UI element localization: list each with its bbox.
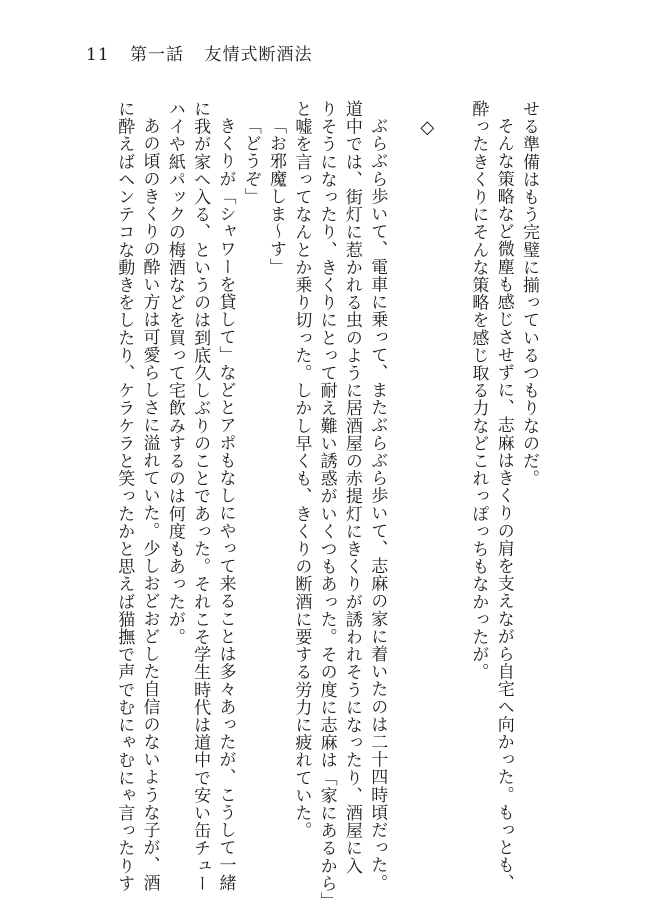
section-break-diamond: ◇ [416, 117, 438, 139]
blank-line [389, 100, 414, 820]
text-line: 道中では、街灯に惹かれる虫のように居酒屋の赤提灯にきくりが誘われそうになったり、酒屋に入 [341, 100, 362, 875]
page-header [86, 40, 312, 65]
dialogue-line: 「お邪魔しま〜す」 [266, 117, 287, 276]
page-number: 11 [86, 45, 110, 65]
text-line: きくりが「シャワーを貸して」などとアポもなしにやって来ることは多々あったが、こうして一緒 [215, 117, 236, 892]
text-line: りそうになったり、きくりにとって耐え難い誘惑がいくつもあった。その度に志麻は「家にあるから」 [316, 100, 337, 910]
text-line: そんな策略など微塵も感じさせずに、志麻はきくりの肩を支えながら自宅へ向かった。もっとも、 [493, 117, 514, 892]
vertical-text-body [111, 100, 541, 910]
text-line: あの頃のきくりの酔い方は可愛らしさに溢れていた。少しおどおどした自信のないような子が、酒 [139, 117, 160, 892]
chapter-title: 友情式断酒法 [204, 45, 313, 65]
text-line: に我が家へ入る、というのは到底久しぶりのことであった。それこそ学生時代は道中で安い缶チュー [190, 100, 211, 892]
blank-line [440, 100, 465, 820]
dialogue-line: 「どうぞ」 [240, 117, 261, 205]
text-line: に酔えばヘンテコな動きをしたり、ケラケラと笑ったかと思えば猫撫で声でむにゃむにゃ言ったりす [114, 100, 135, 892]
text-line: ハイや紙パックの梅酒などを買って宅飲みするのは何度もあったが。 [164, 100, 185, 646]
text-line: 酔ったきくりにそんな策略を感じ取る力などこれっぽっちもなかったが。 [468, 100, 489, 681]
text-line: と嘘を言ってなんとか乗り切った。しかし早くも、きくりの断酒に要する労力に疲れていた。 [291, 100, 312, 840]
text-line: ぶらぶら歩いて、電車に乗って、またぶらぶら歩いて、志麻の家に着いたのは二十四時頃だった。 [367, 117, 388, 892]
chapter-label: 第一話 [130, 45, 185, 65]
text-line: せる準備はもう完璧に揃っているつもりなのだ。 [519, 100, 539, 488]
